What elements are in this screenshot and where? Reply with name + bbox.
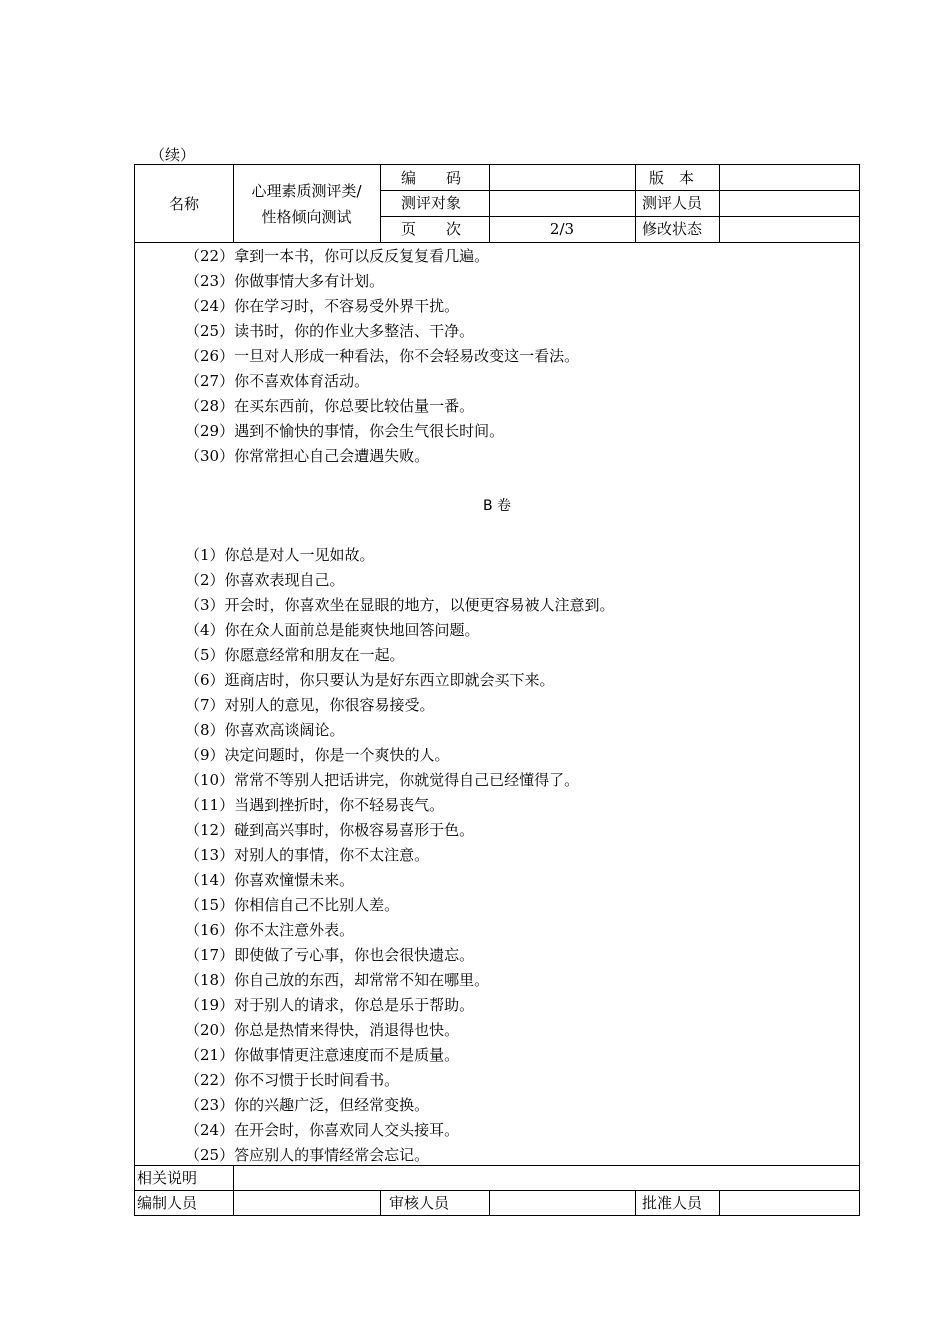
list-item: （25）答应别人的事情经常会忘记。 bbox=[185, 1146, 430, 1164]
notes-label: 相关说明 bbox=[137, 1169, 198, 1187]
list-item: （26）一旦对人形成一种看法，你不会轻易改变这一看法。 bbox=[185, 347, 580, 365]
code-value bbox=[489, 165, 635, 190]
list-item: （15）你相信自己不比别人差。 bbox=[185, 896, 400, 914]
assessor-label: 测评人员 bbox=[642, 194, 703, 212]
assessor-value bbox=[719, 190, 859, 216]
prepared-value bbox=[233, 1191, 380, 1216]
list-item: （6）逛商店时，你只要认为是好东西立即就会买下来。 bbox=[185, 671, 555, 689]
part-b-list bbox=[185, 543, 615, 1168]
list-item: （8）你喜欢高谈阔论。 bbox=[185, 721, 345, 739]
list-item: （9）决定问题时，你是一个爽快的人。 bbox=[185, 746, 450, 764]
list-item: （30）你常常担心自己会遭遇失败。 bbox=[185, 447, 430, 465]
approved-label: 批准人员 bbox=[642, 1194, 703, 1212]
list-item: （23）你的兴趣广泛，但经常变换。 bbox=[185, 1096, 430, 1114]
notes-row bbox=[135, 1165, 859, 1191]
form-title-line1: 心理素质测评类/ bbox=[251, 181, 362, 200]
list-item: （11）当遇到挫折时，你不轻易丧气。 bbox=[185, 796, 445, 814]
continued-label: （续） bbox=[150, 146, 196, 164]
form-title-line2: 性格倾向测试 bbox=[261, 207, 352, 226]
reviewed-value bbox=[489, 1191, 635, 1216]
list-item: （27）你不喜欢体育活动。 bbox=[185, 372, 370, 390]
list-item: （19）对于别人的请求，你总是乐于帮助。 bbox=[185, 996, 475, 1014]
list-item: （7）对别人的意见，你很容易接受。 bbox=[185, 696, 435, 714]
part-b-title: B 卷 bbox=[482, 498, 512, 514]
version-value bbox=[719, 165, 859, 190]
part-a-list bbox=[185, 244, 579, 469]
list-item: （22）拿到一本书，你可以反反复复看几遍。 bbox=[185, 247, 490, 265]
list-item: （16）你不太注意外表。 bbox=[185, 921, 355, 939]
form-header bbox=[135, 165, 859, 243]
list-item: （4）你在众人面前总是能爽快地回答问题。 bbox=[185, 621, 480, 639]
subject-label: 测评对象 bbox=[401, 194, 462, 212]
list-item: （21）你做事情更注意速度而不是质量。 bbox=[185, 1046, 460, 1064]
subject-value bbox=[489, 190, 635, 216]
list-item: （14）你喜欢憧憬未来。 bbox=[185, 871, 355, 889]
assessment-form bbox=[134, 164, 860, 1216]
list-item: （3）开会时，你喜欢坐在显眼的地方，以便更容易被人注意到。 bbox=[185, 596, 615, 614]
list-item: （24）在开会时，你喜欢同人交头接耳。 bbox=[185, 1121, 460, 1139]
revision-value bbox=[719, 216, 859, 242]
code-label: 编 码 bbox=[401, 169, 462, 187]
page-value: 2/3 bbox=[549, 220, 575, 238]
list-item: （1）你总是对人一见如故。 bbox=[185, 546, 375, 564]
reviewed-label: 审核人员 bbox=[389, 1194, 450, 1212]
revision-label: 修改状态 bbox=[642, 220, 703, 238]
list-item: （25）读书时，你的作业大多整洁、干净。 bbox=[185, 322, 475, 340]
list-item: （13）对别人的事情，你不太注意。 bbox=[185, 846, 430, 864]
list-item: （17）即使做了亏心事，你也会很快遗忘。 bbox=[185, 946, 475, 964]
list-item: （22）你不习惯于长时间看书。 bbox=[185, 1071, 400, 1089]
prepared-label: 编制人员 bbox=[137, 1194, 198, 1212]
list-item: （5）你愿意经常和朋友在一起。 bbox=[185, 646, 405, 664]
list-item: （10）常常不等别人把话讲完，你就觉得自己已经懂得了。 bbox=[185, 771, 580, 789]
list-item: （20）你总是热情来得快，消退得也快。 bbox=[185, 1021, 460, 1039]
approved-value bbox=[719, 1191, 859, 1216]
list-item: （12）碰到高兴事时，你极容易喜形于色。 bbox=[185, 821, 475, 839]
questionnaire-body bbox=[135, 242, 859, 1165]
list-item: （29）遇到不愉快的事情，你会生气很长时间。 bbox=[185, 422, 505, 440]
form-title bbox=[233, 165, 380, 242]
list-item: （2）你喜欢表现自己。 bbox=[185, 571, 345, 589]
signoff-row bbox=[135, 1190, 859, 1216]
list-item: （23）你做事情大多有计划。 bbox=[185, 272, 385, 290]
version-label: 版 本 bbox=[649, 169, 695, 187]
list-item: （24）你在学习时，不容易受外界干扰。 bbox=[185, 297, 460, 315]
list-item: （28）在买东西前，你总要比较估量一番。 bbox=[185, 397, 475, 415]
name-label: 名称 bbox=[168, 195, 199, 213]
list-item: （18）你自己放的东西，却常常不知在哪里。 bbox=[185, 971, 490, 989]
page-label: 页 次 bbox=[401, 220, 462, 238]
notes-value bbox=[233, 1166, 859, 1191]
